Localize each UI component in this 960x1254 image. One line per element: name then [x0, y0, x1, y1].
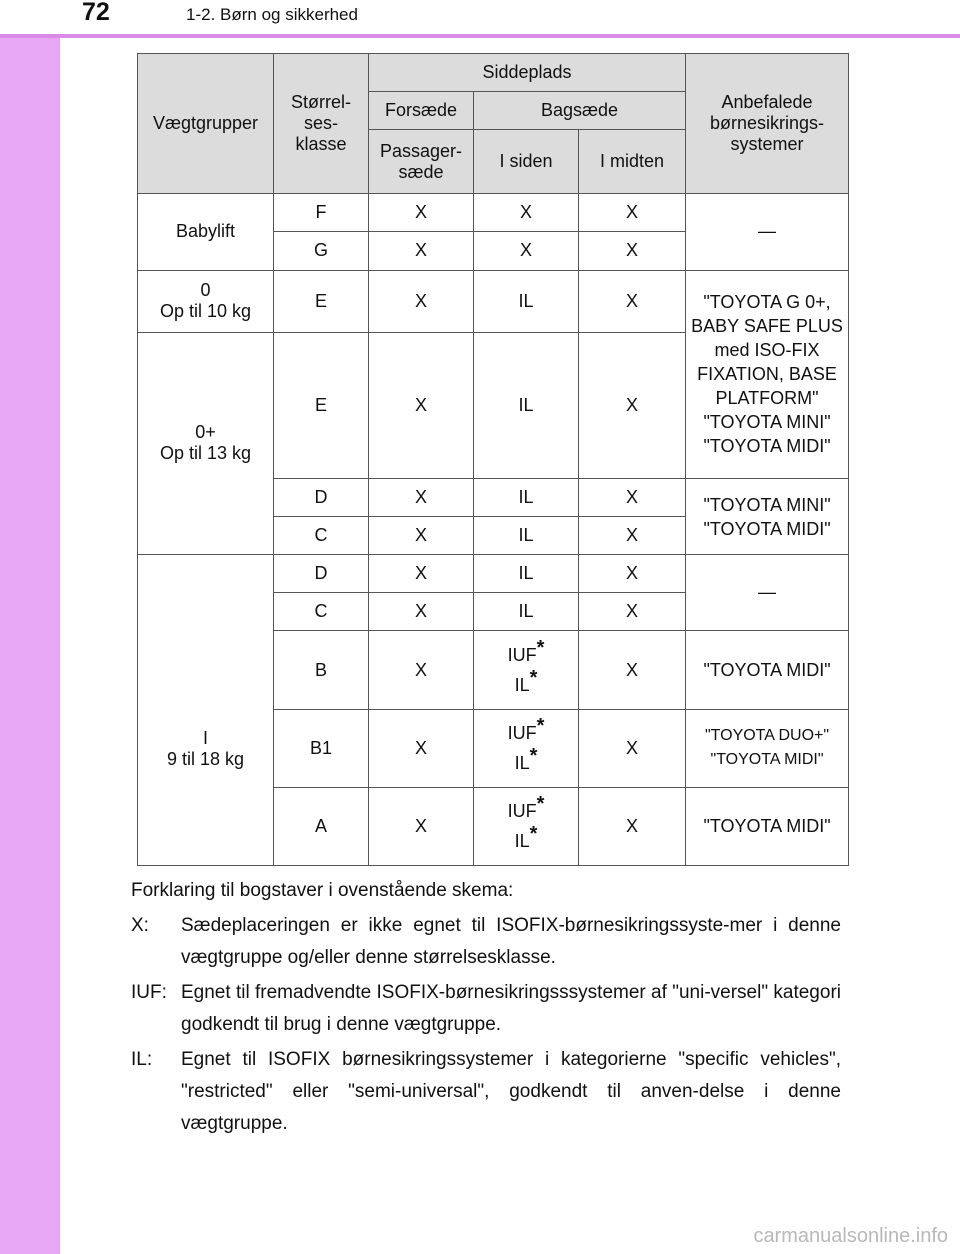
isofix-seat-table: [137, 53, 849, 866]
page-side-strip: [0, 0, 60, 1254]
footnote-star: *: [529, 823, 538, 846]
header-middle: I midten: [579, 130, 686, 194]
side-value-iuf: IUF: [507, 801, 537, 822]
side-value-il: IL: [514, 753, 530, 774]
header-rear-seat: Bagsæde: [474, 92, 686, 130]
side-value-iuf: IUF: [507, 645, 537, 665]
legend-text: Sædeplaceringen er ikke egnet til ISOFIX-børnesikringssyste-mer i denne vægtgruppe og/eller denne størrelsesklasse.: [181, 915, 841, 968]
legend-item-x: [131, 910, 841, 974]
cell-passenger: X: [369, 232, 474, 270]
cell-middle: X: [579, 593, 686, 631]
legend-text: Egnet til fremadvendte ISOFIX-børnesikringsssystemer af "uni-versel" kategori godkendt til brug i denne vægtgruppe.: [181, 982, 841, 1035]
header-passenger-seat: Passager- sæde: [369, 130, 474, 194]
size-class: C: [274, 593, 369, 631]
legend-key: X:: [131, 915, 149, 936]
cell-side: IL: [474, 479, 579, 517]
footnote-star: *: [529, 667, 538, 689]
cell-side: IL: [474, 332, 579, 478]
cell-passenger: X: [369, 332, 474, 478]
cell-middle: X: [579, 270, 686, 332]
cell-passenger: X: [369, 709, 474, 787]
cell-side: X: [474, 194, 579, 232]
side-value-il: IL: [514, 831, 530, 852]
legend-item-iuf: [131, 977, 841, 1041]
weight-group-0-plus: 0+ Op til 13 kg: [138, 332, 274, 555]
size-class: G: [274, 232, 369, 270]
footnote-star: *: [536, 715, 545, 738]
cell-passenger: X: [369, 479, 474, 517]
recommended-systems: "TOYOTA G 0+, BABY SAFE PLUS med ISO-FIX FIXATION, BASE PLATFORM" "TOYOTA MINI" "TOYOTA MIDI": [686, 270, 849, 479]
recommended-systems: "TOYOTA MINI" "TOYOTA MIDI": [686, 479, 849, 555]
section-title: 1-2. Børn og sikkerhed: [186, 5, 358, 24]
cell-side: IL: [474, 517, 579, 555]
recommended-systems: "TOYOTA MIDI": [686, 631, 849, 709]
size-class: E: [274, 332, 369, 478]
cell-side: [474, 631, 579, 709]
size-class: B: [274, 631, 369, 709]
cell-passenger: X: [369, 593, 474, 631]
cell-middle: X: [579, 517, 686, 555]
size-class: F: [274, 194, 369, 232]
size-class: C: [274, 517, 369, 555]
legend-text: Egnet til ISOFIX børnesikringssystemer i kategorierne "specific vehicles", "restricted" eller "semi-universal", godkendt til anven-delse i denne vægtgruppe.: [181, 1049, 841, 1134]
cell-side: IL: [474, 270, 579, 332]
size-class: D: [274, 479, 369, 517]
legend-intro: Forklaring til bogstaver i ovenstående skema:: [131, 880, 514, 901]
cell-passenger: X: [369, 270, 474, 332]
cell-middle: X: [579, 479, 686, 517]
recommended-systems: "TOYOTA DUO+" "TOYOTA MIDI": [686, 709, 849, 787]
side-value-iuf: IUF: [507, 723, 537, 744]
cell-middle: X: [579, 631, 686, 709]
header-front-seat: Forsæde: [369, 92, 474, 130]
page-number: 72: [82, 0, 110, 26]
cell-side: IL: [474, 593, 579, 631]
cell-passenger: X: [369, 517, 474, 555]
header-seating: Siddeplads: [369, 54, 686, 92]
weight-group-i: I 9 til 18 kg: [138, 555, 274, 866]
legend-item-il: [131, 1044, 841, 1140]
header-side: I siden: [474, 130, 579, 194]
size-class: E: [274, 270, 369, 332]
cell-side: [474, 787, 579, 865]
cell-passenger: X: [369, 555, 474, 593]
header-divider: [0, 34, 960, 38]
cell-side: X: [474, 232, 579, 270]
cell-side: [474, 709, 579, 787]
side-value-il: IL: [514, 675, 530, 695]
cell-passenger: X: [369, 194, 474, 232]
cell-middle: X: [579, 555, 686, 593]
weight-group-babylift: Babylift: [138, 194, 274, 270]
weight-group-0: 0 Op til 10 kg: [138, 270, 274, 332]
page-header: [0, 0, 960, 34]
cell-side: IL: [474, 555, 579, 593]
watermark: carmanualsonline.info: [753, 1225, 948, 1247]
recommended-systems: —: [686, 555, 849, 631]
legend-key: IUF:: [131, 982, 167, 1003]
footnote-star: *: [529, 745, 538, 768]
footnote-star: *: [536, 793, 545, 816]
cell-middle: X: [579, 787, 686, 865]
recommended-systems: "TOYOTA MIDI": [686, 787, 849, 865]
header-weight-group: Vægtgrupper: [138, 54, 274, 194]
cell-middle: X: [579, 332, 686, 478]
size-class: D: [274, 555, 369, 593]
cell-middle: X: [579, 194, 686, 232]
header-recommended: Anbefalede børnesikrings- systemer: [686, 54, 849, 194]
cell-passenger: X: [369, 631, 474, 709]
size-class: A: [274, 787, 369, 865]
cell-middle: X: [579, 709, 686, 787]
cell-middle: X: [579, 232, 686, 270]
recommended-systems: —: [686, 194, 849, 270]
footnote-star: *: [536, 637, 545, 659]
size-class: B1: [274, 709, 369, 787]
header-size-class: Størrel- ses- klasse: [274, 54, 369, 194]
legend-key: IL:: [131, 1049, 153, 1070]
cell-passenger: X: [369, 787, 474, 865]
